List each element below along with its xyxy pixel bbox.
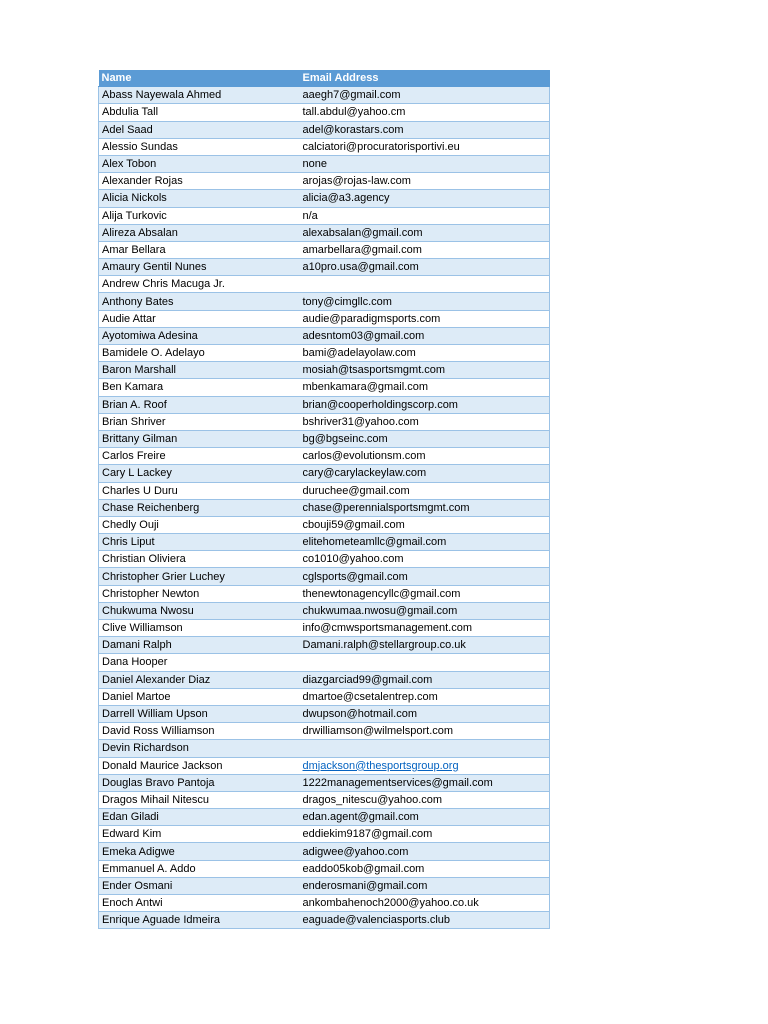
name-cell: Chris Liput xyxy=(99,534,300,551)
email-cell: adel@korastars.com xyxy=(300,121,550,138)
email-cell: bshriver31@yahoo.com xyxy=(300,413,550,430)
email-cell: eaguade@valenciasports.club xyxy=(300,912,550,929)
header-row xyxy=(99,70,550,87)
name-cell: Amar Bellara xyxy=(99,241,300,258)
table-row xyxy=(99,276,550,293)
table-row xyxy=(99,620,550,637)
name-cell: Emmanuel A. Addo xyxy=(99,860,300,877)
name-cell: Chedly Ouji xyxy=(99,516,300,533)
email-cell: chase@perennialsportsmgmt.com xyxy=(300,499,550,516)
table-row xyxy=(99,757,550,774)
email-cell: adigwee@yahoo.com xyxy=(300,843,550,860)
table-row xyxy=(99,121,550,138)
table-row xyxy=(99,723,550,740)
name-cell: Ben Kamara xyxy=(99,379,300,396)
name-cell: Enoch Antwi xyxy=(99,895,300,912)
name-cell: Darrell William Upson xyxy=(99,705,300,722)
email-cell: calciatori@procuratorisportivi.eu xyxy=(300,138,550,155)
table-row xyxy=(99,293,550,310)
email-cell: dmartoe@csetalentrep.com xyxy=(300,688,550,705)
name-cell: Brian Shriver xyxy=(99,413,300,430)
name-cell: Audie Attar xyxy=(99,310,300,327)
table-row xyxy=(99,396,550,413)
email-cell: cbouji59@gmail.com xyxy=(300,516,550,533)
email-cell: alicia@a3.agency xyxy=(300,190,550,207)
name-cell: Alexander Rojas xyxy=(99,173,300,190)
email-cell: chukwumaa.nwosu@gmail.com xyxy=(300,602,550,619)
table-row xyxy=(99,465,550,482)
email-cell: drwilliamson@wilmelsport.com xyxy=(300,723,550,740)
table-row xyxy=(99,499,550,516)
table-row xyxy=(99,860,550,877)
table-row xyxy=(99,912,550,929)
table-row xyxy=(99,430,550,447)
table-row xyxy=(99,345,550,362)
email-cell: amarbellara@gmail.com xyxy=(300,241,550,258)
email-cell: enderosmani@gmail.com xyxy=(300,877,550,894)
email-cell: ankombahenoch2000@yahoo.co.uk xyxy=(300,895,550,912)
email-cell: arojas@rojas-law.com xyxy=(300,173,550,190)
email-cell: eaddo05kob@gmail.com xyxy=(300,860,550,877)
table-row xyxy=(99,654,550,671)
table-row xyxy=(99,482,550,499)
name-cell: Chase Reichenberg xyxy=(99,499,300,516)
column-header-name: Name xyxy=(99,70,300,87)
name-cell: Abdulia Tall xyxy=(99,104,300,121)
table-row xyxy=(99,809,550,826)
email-cell: tall.abdul@yahoo.cm xyxy=(300,104,550,121)
email-cell: eddiekim9187@gmail.com xyxy=(300,826,550,843)
table-row xyxy=(99,895,550,912)
email-cell: elitehometeamllc@gmail.com xyxy=(300,534,550,551)
name-cell: Ender Osmani xyxy=(99,877,300,894)
table-row xyxy=(99,705,550,722)
table-row xyxy=(99,826,550,843)
table-row xyxy=(99,791,550,808)
name-cell: Alicia Nickols xyxy=(99,190,300,207)
name-cell: Baron Marshall xyxy=(99,362,300,379)
email-cell: audie@paradigmsports.com xyxy=(300,310,550,327)
table-row xyxy=(99,104,550,121)
email-cell: bg@bgseinc.com xyxy=(300,430,550,447)
table-row xyxy=(99,877,550,894)
name-cell: Brittany Gilman xyxy=(99,430,300,447)
email-cell: aaegh7@gmail.com xyxy=(300,87,550,104)
table-row xyxy=(99,688,550,705)
email-cell: diazgarciad99@gmail.com xyxy=(300,671,550,688)
table-row xyxy=(99,413,550,430)
email-link[interactable]: dmjackson@thesportsgroup.org xyxy=(302,759,459,772)
name-cell: Daniel Alexander Diaz xyxy=(99,671,300,688)
email-cell: tony@cimgllc.com xyxy=(300,293,550,310)
table-row xyxy=(99,448,550,465)
name-cell: Ayotomiwa Adesina xyxy=(99,327,300,344)
name-cell: Damani Ralph xyxy=(99,637,300,654)
name-cell: Alija Turkovic xyxy=(99,207,300,224)
name-cell: Amaury Gentil Nunes xyxy=(99,259,300,276)
name-cell: Anthony Bates xyxy=(99,293,300,310)
email-cell: duruchee@gmail.com xyxy=(300,482,550,499)
name-cell: Andrew Chris Macuga Jr. xyxy=(99,276,300,293)
name-cell: Christian Oliviera xyxy=(99,551,300,568)
name-cell: Alex Tobon xyxy=(99,155,300,172)
name-cell: Enrique Aguade Idmeira xyxy=(99,912,300,929)
table-row xyxy=(99,740,550,757)
name-cell: Donald Maurice Jackson xyxy=(99,757,300,774)
email-cell: edan.agent@gmail.com xyxy=(300,809,550,826)
name-cell: Abass Nayewala Ahmed xyxy=(99,87,300,104)
name-cell: Carlos Freire xyxy=(99,448,300,465)
table-row xyxy=(99,568,550,585)
name-cell: Charles U Duru xyxy=(99,482,300,499)
contacts-table xyxy=(98,70,550,929)
email-cell: none xyxy=(300,155,550,172)
table-row xyxy=(99,327,550,344)
email-cell xyxy=(300,654,550,671)
email-cell: info@cmwsportsmanagement.com xyxy=(300,620,550,637)
name-cell: Emeka Adigwe xyxy=(99,843,300,860)
email-cell: carlos@evolutionsm.com xyxy=(300,448,550,465)
email-cell: co1010@yahoo.com xyxy=(300,551,550,568)
table-row xyxy=(99,241,550,258)
name-cell: Alessio Sundas xyxy=(99,138,300,155)
table-header xyxy=(99,70,550,87)
table-row xyxy=(99,224,550,241)
email-cell: bami@adelayolaw.com xyxy=(300,345,550,362)
table-row xyxy=(99,602,550,619)
email-cell: 1222managementservices@gmail.com xyxy=(300,774,550,791)
table-row xyxy=(99,534,550,551)
email-cell xyxy=(300,276,550,293)
email-cell: n/a xyxy=(300,207,550,224)
name-cell: Douglas Bravo Pantoja xyxy=(99,774,300,791)
email-cell xyxy=(300,757,550,774)
email-cell: thenewtonagencyllc@gmail.com xyxy=(300,585,550,602)
table-row xyxy=(99,259,550,276)
name-cell: Edward Kim xyxy=(99,826,300,843)
name-cell: Chukwuma Nwosu xyxy=(99,602,300,619)
email-cell: a10pro.usa@gmail.com xyxy=(300,259,550,276)
name-cell: Dana Hooper xyxy=(99,654,300,671)
name-cell: Daniel Martoe xyxy=(99,688,300,705)
name-cell: Alireza Absalan xyxy=(99,224,300,241)
email-cell: cary@carylackeylaw.com xyxy=(300,465,550,482)
table-row xyxy=(99,379,550,396)
table-row xyxy=(99,774,550,791)
table-row xyxy=(99,671,550,688)
name-cell: Edan Giladi xyxy=(99,809,300,826)
table-row xyxy=(99,138,550,155)
table-row xyxy=(99,155,550,172)
email-cell: adesntom03@gmail.com xyxy=(300,327,550,344)
table-row xyxy=(99,637,550,654)
name-cell: Devin Richardson xyxy=(99,740,300,757)
table-row xyxy=(99,551,550,568)
email-cell: cglsports@gmail.com xyxy=(300,568,550,585)
email-cell: mbenkamara@gmail.com xyxy=(300,379,550,396)
name-cell: Dragos Mihail Nitescu xyxy=(99,791,300,808)
email-cell: brian@cooperholdingscorp.com xyxy=(300,396,550,413)
email-cell: alexabsalan@gmail.com xyxy=(300,224,550,241)
column-header-email: Email Address xyxy=(300,70,550,87)
name-cell: Cary L Lackey xyxy=(99,465,300,482)
name-cell: Christopher Grier Luchey xyxy=(99,568,300,585)
email-cell: mosiah@tsasportsmgmt.com xyxy=(300,362,550,379)
email-cell: Damani.ralph@stellargroup.co.uk xyxy=(300,637,550,654)
table-row xyxy=(99,87,550,104)
name-cell: Clive Williamson xyxy=(99,620,300,637)
table-row xyxy=(99,843,550,860)
table-row xyxy=(99,207,550,224)
table-row xyxy=(99,310,550,327)
table-row xyxy=(99,362,550,379)
name-cell: Brian A. Roof xyxy=(99,396,300,413)
table-row xyxy=(99,190,550,207)
name-cell: David Ross Williamson xyxy=(99,723,300,740)
email-cell: dwupson@hotmail.com xyxy=(300,705,550,722)
name-cell: Bamidele O. Adelayo xyxy=(99,345,300,362)
name-cell: Adel Saad xyxy=(99,121,300,138)
table-row xyxy=(99,173,550,190)
email-cell xyxy=(300,740,550,757)
table-row xyxy=(99,585,550,602)
table-row xyxy=(99,516,550,533)
name-cell: Christopher Newton xyxy=(99,585,300,602)
table-body xyxy=(99,87,550,929)
email-cell: dragos_nitescu@yahoo.com xyxy=(300,791,550,808)
